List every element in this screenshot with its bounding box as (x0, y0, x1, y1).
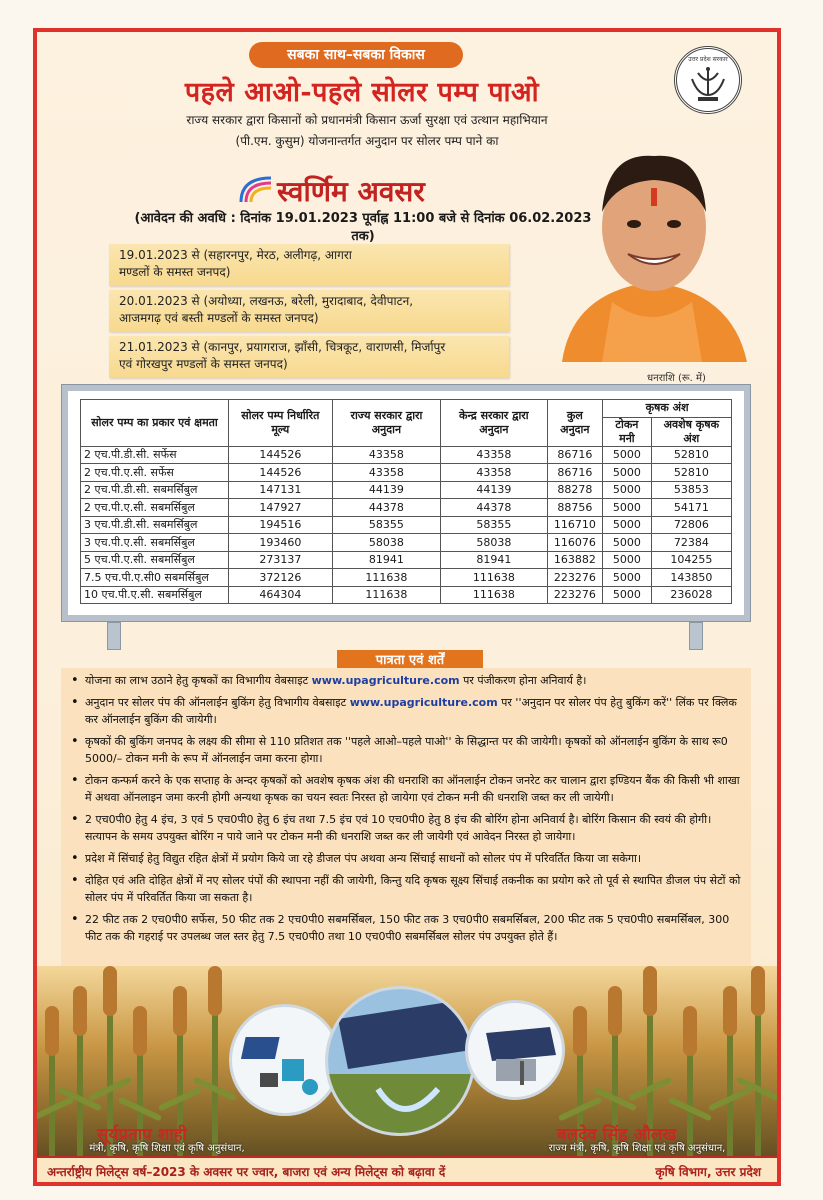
table-cell: 58038 (441, 534, 547, 552)
footer-bar (37, 1156, 777, 1186)
table-cell: 3 एच.पी.ए.सी. सबमर्सिबुल (81, 534, 229, 552)
table-cell: 5000 (603, 534, 652, 552)
schedule-box-2 (109, 290, 509, 332)
table-cell: 464304 (229, 586, 333, 604)
eligibility-text: अनुदान पर सोलर पंप की ऑनलाईन बुकिंग हेतु विभागीय वेबसाइट (85, 696, 350, 709)
header-remaining-share: अवशेष कृषक अंश (651, 417, 731, 446)
table-cell: 58355 (441, 516, 547, 534)
subtitle (137, 110, 597, 152)
header-price: सोलर पम्प निर्धारित मूल्य (229, 400, 333, 447)
table-cell: 144526 (229, 446, 333, 464)
eligibility-item (71, 672, 741, 689)
eligibility-heading: पात्रता एवं शर्तें (337, 650, 483, 672)
pricing-table (80, 399, 732, 604)
table-cell: 236028 (651, 586, 731, 604)
table-cell: 88756 (547, 499, 603, 517)
millet-ear (73, 986, 87, 1036)
state-emblem-logo (674, 46, 742, 114)
subtitle-line-1: राज्य सरकार द्वारा किसानों को प्रधानमंत्री किसान ऊर्जा सुरक्षा एवं उत्थान महाभियान (186, 113, 548, 127)
table-cell: 147927 (229, 499, 333, 517)
pricing-table-body (81, 446, 732, 604)
table-cell: 3 एच.पी.डी.सी. सबमर्सिबुल (81, 516, 229, 534)
eligibility-text: टोकन कन्फर्म करने के एक सप्ताह के अन्दर कृषकों को अवशेष कृषक अंश की धनराशि का ऑनलाईन टोकन जनरेट कर चालान द्वारा इण्डियन बैंक की किसी भी शाखा में अथवा ऑनलाइन जमा करनी होगी अन्यथा कृषक का चयन स्वतः निरस्त हो जायेगा एवं टोकन मनी की धनराशि जब्त कर ली जायेगी। (85, 774, 740, 804)
eligibility-item (71, 772, 741, 806)
table-cell: 273137 (229, 551, 333, 569)
table-cell: 81941 (332, 551, 441, 569)
main-title: पहले आओ-पहले सोलर पम्प पाओ (184, 77, 540, 108)
amount-unit-note: धनराशि (रू. में) (647, 373, 706, 384)
schedule-box-3 (109, 336, 509, 378)
millet-ear (208, 966, 222, 1016)
table-cell: 223276 (547, 569, 603, 587)
eligibility-item (71, 911, 741, 945)
table-cell: 111638 (332, 569, 441, 587)
schedule-2-line-2: आजमगढ़ एवं बस्ती मण्डलों के समस्त जनपद) (119, 311, 319, 325)
table-cell: 44139 (332, 481, 441, 499)
eligibility-item (71, 872, 741, 906)
right-signatory-role-line-1: राज्य मंत्री, कृषि, कृषि शिक्षा एवं कृषि अनुसंधान, (548, 1143, 726, 1154)
header-token-money: टोकन मनी (603, 417, 652, 446)
table-cell: 5000 (603, 516, 652, 534)
millet-ear (133, 1006, 147, 1056)
board-post-right (689, 622, 703, 650)
millet-ear (751, 966, 765, 1016)
table-cell: 43358 (441, 446, 547, 464)
schedule-1-line-2: मण्डलों के समस्त जनपद) (119, 265, 231, 279)
header-farmer-share: कृषक अंश (603, 400, 732, 418)
logo-text: उत्तर प्रदेश सरकार (688, 56, 728, 63)
millet-ear (573, 1006, 587, 1056)
table-cell: 144526 (229, 464, 333, 482)
table-row (81, 464, 732, 482)
solar-panel-icon (468, 1003, 565, 1100)
rainbow-icon (237, 174, 277, 204)
table-cell: 44139 (441, 481, 547, 499)
table-cell: 2 एच.पी.ए.सी. सर्फेस (81, 464, 229, 482)
table-cell: 54171 (651, 499, 731, 517)
table-cell: 5 एच.पी.ए.सी. सबमर्सिबुल (81, 551, 229, 569)
eligibility-text: 2 एच0पी0 हेतु 4 इंच, 3 एवं 5 एच0पी0 हेतु 6 इंच तथा 7.5 इंच एवं 10 एच0पी0 हेतु 8 इंच की बोरिंग होना अनिवार्य है। बोरिंग किसान की स्वयं की होगी। सत्यापन के समय उपयुक्त बोरिंग न पाये जाने पर टोकन मनी की धनराशि जब्त कर ली जायेगी एवं आवेदन निरस्त हो जायेगा। (85, 813, 712, 843)
table-cell: 72806 (651, 516, 731, 534)
table-row (81, 586, 732, 604)
table-cell: 53853 (651, 481, 731, 499)
website-link[interactable]: www.upagriculture.com (349, 696, 498, 709)
chief-minister-portrait (552, 132, 752, 362)
table-cell: 52810 (651, 446, 731, 464)
schedule-box-1 (109, 244, 509, 286)
application-period: (आवेदन की अवधि : दिनांक 19.01.2023 पूर्वाह्न 11:00 बजे से दिनांक 06.02.2023 तक) (134, 211, 592, 244)
table-cell: 5000 (603, 446, 652, 464)
table-cell: 44378 (441, 499, 547, 517)
table-row (81, 516, 732, 534)
schedule-1-line-1: 19.01.2023 से (सहारनपुर, मेरठ, अलीगढ़, आगरा (119, 248, 352, 262)
table-cell: 193460 (229, 534, 333, 552)
eligibility-text: योजना का लाभ उठाने हेतु कृषकों का विभागीय वेबसाइट (85, 674, 312, 687)
table-cell: 72384 (651, 534, 731, 552)
eligibility-box (61, 668, 751, 966)
table-cell: 2 एच.पी.ए.सी. सबमर्सिबुल (81, 499, 229, 517)
table-cell: 147131 (229, 481, 333, 499)
table-row (81, 446, 732, 464)
table-cell: 104255 (651, 551, 731, 569)
eligibility-item (71, 694, 741, 728)
header-central-subsidy: केन्द्र सरकार द्वारा अनुदान (441, 400, 547, 447)
table-row (81, 534, 732, 552)
table-cell: 43358 (332, 464, 441, 482)
table-cell: 194516 (229, 516, 333, 534)
website-link[interactable]: www.upagriculture.com (311, 674, 460, 687)
eligibility-item (71, 850, 741, 867)
eligibility-text: 22 फीट तक 2 एच0पी0 सर्फेस, 50 फीट तक 2 एच0पी0 सबमर्सिबल, 150 फीट तक 3 एच0पी0 सबमर्सिबल, 200 फीट तक 5 एच0पी0 सबमर्सिबल, 300 फीट तक की गहराई पर उपलब्ध जल स्तर हेतु 7.5 एच0पी0 तथा 10 एच0पी0 सबमर्सिबल सोलर पंप उपयुक्त होते हैं। (85, 913, 730, 943)
table-cell: 5000 (603, 551, 652, 569)
table-cell: 52810 (651, 464, 731, 482)
table-cell: 111638 (441, 586, 547, 604)
table-cell: 5000 (603, 464, 652, 482)
table-cell: 111638 (441, 569, 547, 587)
eligibility-item (71, 811, 741, 845)
millet-ear (173, 986, 187, 1036)
schedule-3-line-2: एवं गोरखपुर मण्डलों के समस्त जनपद) (119, 357, 288, 371)
header-type: सोलर पम्प का प्रकार एवं क्षमता (81, 400, 229, 447)
table-row (81, 569, 732, 587)
table-cell: 44378 (332, 499, 441, 517)
table-cell: 58355 (332, 516, 441, 534)
table-cell: 81941 (441, 551, 547, 569)
pricing-table-board (61, 384, 751, 622)
header-total-subsidy: कुल अनुदान (547, 400, 603, 447)
table-cell: 163882 (547, 551, 603, 569)
solar-panel-bubble (465, 1000, 565, 1100)
footer-department: कृषि विभाग, उत्तर प्रदेश (655, 1165, 761, 1179)
table-cell: 143850 (651, 569, 731, 587)
solar-panel-field-icon (328, 989, 475, 1136)
right-signatory-name: बलदेव सिंह औलख (557, 1125, 677, 1145)
millet-ear (723, 986, 737, 1036)
slogan-badge: सबका साथ–सबका विकास (249, 42, 463, 68)
table-cell: 88278 (547, 481, 603, 499)
table-cell: 10 एच.पी.ए.सी. सबमर्सिबुल (81, 586, 229, 604)
millet-ear (103, 966, 117, 1016)
eligibility-list (71, 672, 741, 945)
poster (33, 28, 781, 1186)
table-cell: 111638 (332, 586, 441, 604)
millet-ear (683, 1006, 697, 1056)
table-cell: 7.5 एच.पी.ए.सी0 सबमर्सिबुल (81, 569, 229, 587)
table-cell: 43358 (332, 446, 441, 464)
eligibility-text: प्रदेश में सिंचाई हेतु विद्युत रहित क्षेत्रों में प्रयोग किये जा रहे डीजल पंप अथवा अन्य सिंचाई साधनों को सोलर पंप में परिवर्तित किया जा सकेगा। (85, 852, 642, 865)
header-state-subsidy: राज्य सरकार द्वारा अनुदान (332, 400, 441, 447)
table-cell: 86716 (547, 464, 603, 482)
table-row (81, 551, 732, 569)
golden-opportunity-text: स्वर्णिम अवसर (277, 175, 425, 208)
table-cell: 5000 (603, 569, 652, 587)
table-cell: 43358 (441, 464, 547, 482)
emblem-icon (686, 65, 730, 105)
table-cell: 5000 (603, 481, 652, 499)
millet-field-banner (37, 966, 777, 1166)
millet-ear (45, 1006, 59, 1056)
table-cell: 2 एच.पी.डी.सी. सबमर्सिबुल (81, 481, 229, 499)
eligibility-item (71, 733, 741, 767)
eligibility-text: पर ''अनुदान पर सोलर पंप हेतु बुकिंग करें'' लिंक पर क्लिक कर ऑनलाईन बुकिंग की जायेगी। (85, 696, 737, 726)
eligibility-text: कृषकों की बुकिंग जनपद के लक्ष्य की सीमा से 110 प्रतिशत तक ''पहले आओ–पहले पाओ'' के सिद्धान्त पर की जायेगी। कृषकों को ऑनलाईन बुकिंग के साथ रू0 5000/– टोकन मनी के रूप में ऑनलाईन जमा करना होगा। (85, 735, 728, 765)
footer-millets-message: अन्तर्राष्ट्रीय मिलेट्स वर्ष–2023 के अवसर पर ज्वार, बाजरा एवं अन्य मिलेट्स को बढ़ावा दें (47, 1165, 446, 1179)
table-cell: 372126 (229, 569, 333, 587)
eligibility-text: दोहित एवं अति दोहित क्षेत्रों में नए सोलर पंपों की स्थापना नहीं की जायेगी, किन्तु यदि कृषक सूक्ष्य सिंचाई तकनीक का प्रयोग करे तो पूर्व से स्थापित डीजल पंप सेटों को सोलर पंप में परिवर्तित किया जा सकता है। (85, 874, 741, 904)
table-cell: 5000 (603, 586, 652, 604)
table-cell: 116076 (547, 534, 603, 552)
millet-ear (608, 986, 622, 1036)
table-cell: 86716 (547, 446, 603, 464)
left-signatory-name: सूर्यप्रताप शाही (97, 1125, 188, 1145)
pricing-table-panel (68, 391, 744, 615)
eligibility-text: पर पंजीकरण होना अनिवार्य है। (459, 674, 587, 687)
subtitle-line-2: (पी.एम. कुसुम) योजनान्तर्गत अनुदान पर सोलर पम्प पाने का (235, 134, 499, 148)
table-cell: 58038 (332, 534, 441, 552)
table-row (81, 499, 732, 517)
schedule-2-line-1: 20.01.2023 से (अयोध्या, लखनऊ, बरेली, मुरादाबाद, देवीपाटन, (119, 294, 414, 308)
table-cell: 2 एच.पी.डी.सी. सर्फेस (81, 446, 229, 464)
solar-field-bubble (325, 986, 475, 1136)
left-signatory-role-line-1: मंत्री, कृषि, कृषि शिक्षा एवं कृषि अनुसंधान, (89, 1143, 245, 1154)
millet-ear (643, 966, 657, 1016)
table-cell: 116710 (547, 516, 603, 534)
table-row (81, 481, 732, 499)
table-cell: 223276 (547, 586, 603, 604)
table-cell: 5000 (603, 499, 652, 517)
board-post-left (107, 622, 121, 650)
schedule-3-line-1: 21.01.2023 से (कानपुर, प्रयागराज, झाँसी, चित्रकूट, वाराणसी, मिर्जापुर (119, 340, 446, 354)
